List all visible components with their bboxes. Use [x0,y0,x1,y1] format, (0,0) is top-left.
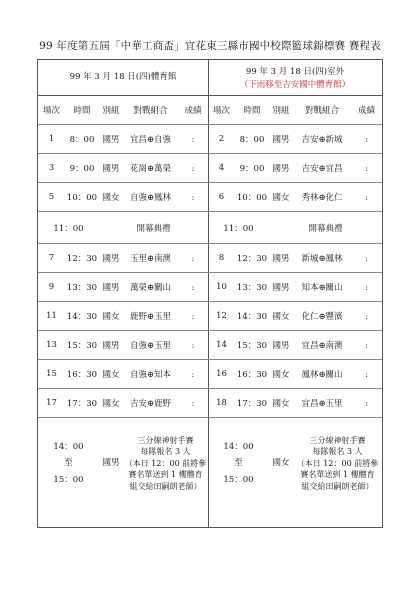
schedule-table [37,59,383,528]
match-group: 國男 [269,244,293,273]
match-score: : [351,273,382,302]
match-pairing: 自強⊕鳳林 [123,183,178,212]
contest-time-line: 14：00 [53,442,84,453]
match-number: 10 [208,273,235,302]
match-pairing: 吉安⊕宜昌 [293,154,351,183]
match-group: 國女 [99,360,123,389]
contest-time [208,418,269,510]
match-pairing: 秀林⊕化仁 [293,183,351,212]
match-number: 13 [38,331,65,360]
contest-time-line: 15：00 [53,474,84,485]
match-score: : [178,154,208,183]
header-row [38,96,208,125]
match-number: 12 [208,302,235,331]
match-number: 7 [38,244,65,273]
gym-schedule [38,60,209,527]
match-number: 2 [208,125,235,154]
match-score: : [351,389,382,418]
rain-note: （下雨移至吉安國中體育館） [239,80,351,90]
match-time: 10：00 [65,183,99,212]
match-pairing: 宜昌⊕南澳 [293,331,351,360]
match-row [38,244,208,273]
column-header: 場次 [208,96,235,125]
match-time: 8：00 [235,125,269,154]
match-pairing: 萬榮⊕關山 [123,273,178,302]
column-header: 時間 [65,96,99,125]
match-number: 6 [208,183,235,212]
match-group: 國男 [99,125,123,154]
match-score: : [178,331,208,360]
ceremony-time: 11：00 [208,212,269,244]
match-time: 8：00 [65,125,99,154]
match-group: 國女 [269,302,293,331]
match-number: 3 [38,154,65,183]
contest-note-line: 每隊報名 3 人 [140,447,191,457]
match-score: : [351,302,382,331]
match-pairing: 花崗⊕萬榮 [123,154,178,183]
match-time: 15：30 [235,331,269,360]
ceremony-row [208,212,382,244]
match-pairing: 知本⊕關山 [293,273,351,302]
match-group: 國女 [99,389,123,418]
match-number: 14 [208,331,235,360]
match-time: 13：30 [65,273,99,302]
ceremony-row [38,212,208,244]
venue-label: 99 年 3 月 18 日(四)體育館 [69,72,177,82]
match-pairing: 化仁⊕豐濱 [293,302,351,331]
column-header: 別組 [269,96,293,125]
column-header: 時間 [235,96,269,125]
match-time: 9：00 [235,154,269,183]
match-score: : [178,273,208,302]
match-time: 16：30 [65,360,99,389]
column-header: 場次 [38,96,65,125]
column-header: 成績 [351,96,382,125]
match-group: 國男 [269,331,293,360]
match-score: : [351,125,382,154]
match-pairing: 宜昌⊕自強 [123,125,178,154]
match-number: 1 [38,125,65,154]
match-row [38,302,208,331]
match-group: 國女 [269,389,293,418]
ceremony-time: 11：00 [38,212,99,244]
match-number: 16 [208,360,235,389]
match-score: : [351,183,382,212]
match-group: 國男 [269,154,293,183]
column-header: 對戰組合 [293,96,351,125]
match-group: 國男 [269,273,293,302]
venue-label: 99 年 3 月 18 日(四)室外 [245,67,345,77]
three-point-contest-row [208,418,382,510]
match-time: 17：30 [65,389,99,418]
match-group: 國男 [99,244,123,273]
match-row [208,389,382,418]
contest-time-line: 至 [234,458,243,469]
ceremony-label: 開幕典禮 [99,212,208,244]
outdoor-schedule [208,60,382,527]
match-table [38,96,208,509]
match-time: 13：30 [235,273,269,302]
contest-note-line: 賽名單送到 1 樓體育 [300,470,375,480]
ceremony-label: 開幕典禮 [269,212,382,244]
match-group: 國女 [269,183,293,212]
match-pairing: 新城⊕鳳林 [293,244,351,273]
match-score: : [351,360,382,389]
contest-time-line: 15：00 [223,474,254,485]
match-row [208,273,382,302]
match-number: 17 [38,389,65,418]
page-title: 99 年度第五屆「中華工商盃」宜花東三縣市國中校際籃球錦標賽 賽程表 [39,40,381,52]
contest-time [38,418,99,510]
contest-note-line: 組交給田嗣朗老師） [301,481,374,491]
match-number: 11 [38,302,65,331]
match-time: 14：30 [235,302,269,331]
match-score: : [178,389,208,418]
match-row [38,389,208,418]
match-score: : [178,183,208,212]
match-number: 5 [38,183,65,212]
contest-note-line: （本日 12：00 前將參 [296,458,379,468]
match-row [38,183,208,212]
match-time: 15：30 [65,331,99,360]
match-time: 12：30 [65,244,99,273]
match-time: 17：30 [235,389,269,418]
match-score: : [178,125,208,154]
match-score: : [351,331,382,360]
match-time: 9：00 [65,154,99,183]
contest-note-line: 賽名單送到 1 樓體育 [128,470,203,480]
contest-time-line: 14：00 [223,442,254,453]
column-header: 成績 [178,96,208,125]
match-pairing: 鳳林⊕關山 [293,360,351,389]
contest-note-line: 三分線神射手賽 [309,435,366,445]
match-number: 8 [208,244,235,273]
venue-header [208,60,382,96]
match-time: 10：00 [235,183,269,212]
match-group: 國男 [269,125,293,154]
contest-group: 國男 [102,458,120,469]
match-row [38,331,208,360]
match-group: 國男 [99,331,123,360]
match-pairing: 宜昌⊕玉里 [293,389,351,418]
match-score: : [178,360,208,389]
contest-note [123,418,208,510]
match-number: 4 [208,154,235,183]
match-pairing: 自強⊕知本 [123,360,178,389]
contest-note-line: 每隊報名 3 人 [312,447,363,457]
match-time: 14：30 [65,302,99,331]
match-row [208,183,382,212]
match-number: 9 [38,273,65,302]
match-table [208,96,382,509]
match-time: 16：30 [235,360,269,389]
match-pairing: 玉里⊕南澳 [123,244,178,273]
column-header: 對戰組合 [123,96,178,125]
match-row [208,331,382,360]
match-row [208,154,382,183]
three-point-contest-row [38,418,208,510]
match-group: 國女 [269,360,293,389]
match-row [208,244,382,273]
match-pairing: 鹿野⊕玉里 [123,302,178,331]
match-group: 國男 [99,154,123,183]
match-row [208,125,382,154]
match-pairing: 吉安⊕鹿野 [123,389,178,418]
venue-header [38,60,208,96]
contest-time-line: 至 [64,458,73,469]
match-pairing: 自強⊕玉里 [123,331,178,360]
match-row [38,154,208,183]
match-row [38,360,208,389]
match-pairing: 吉安⊕新城 [293,125,351,154]
match-score: : [351,244,382,273]
match-row [38,273,208,302]
header-row [208,96,382,125]
match-number: 15 [38,360,65,389]
match-group: 國女 [99,302,123,331]
match-score: : [351,154,382,183]
contest-note-line: 組交給田嗣朗老師） [129,481,202,491]
contest-note-line: 三分線神射手賽 [137,435,194,445]
match-group: 國男 [99,273,123,302]
contest-note [293,418,382,510]
match-score: : [178,244,208,273]
match-score: : [178,302,208,331]
match-group: 國女 [99,183,123,212]
match-row [38,125,208,154]
contest-note-line: （本日 12：00 前將參 [124,458,207,468]
match-row [208,302,382,331]
match-row [208,360,382,389]
column-header: 別組 [99,96,123,125]
match-time: 12：30 [235,244,269,273]
match-number: 18 [208,389,235,418]
contest-group: 國女 [272,458,290,469]
